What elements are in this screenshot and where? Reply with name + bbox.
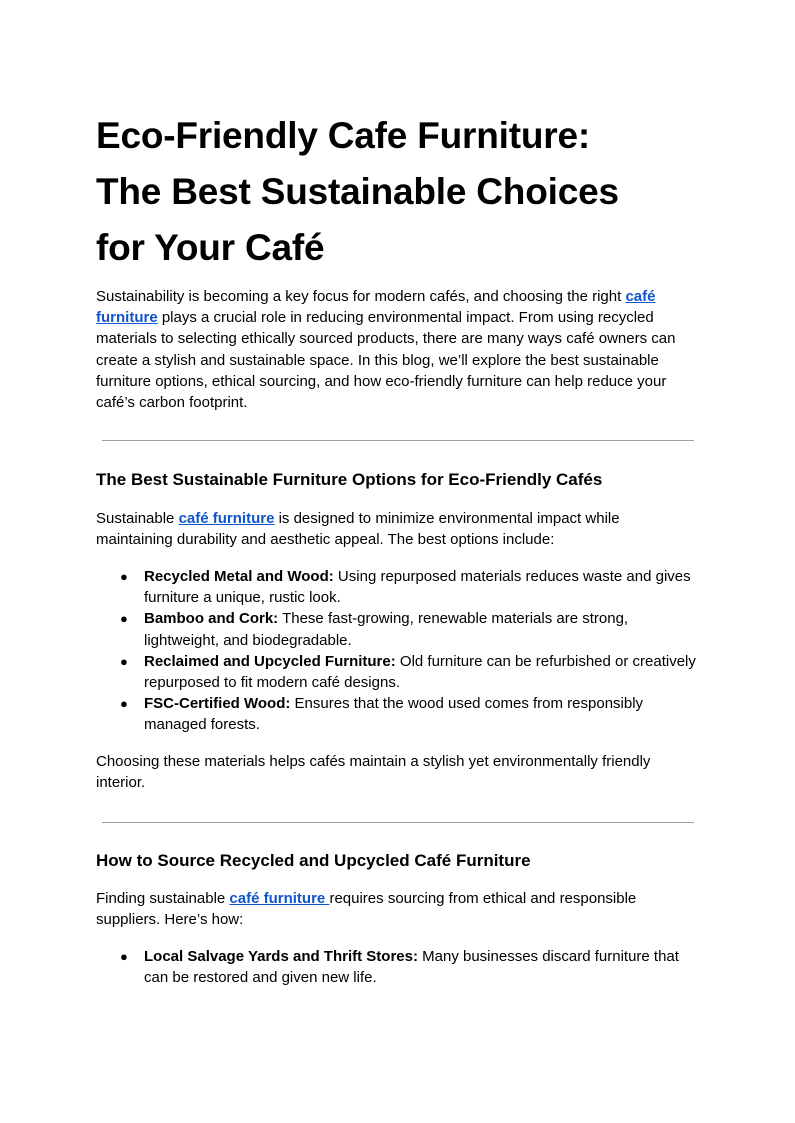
title-line-2: The Best Sustainable Choices [96,171,619,212]
section1-text-before: Sustainable [96,510,179,527]
divider-1 [102,440,694,441]
intro-text-after: plays a crucial role in reducing environmental impact. From using recycled materials to selecting ethically sourced products, there are many ways café owners can create a stylish and sustainable space. In this blog, we’ll explore the best sustainable furniture options, ethical sourcing, and how eco-friendly furniture can help reduce your café’s carbon footprint. [96,309,676,412]
list-item-lead: Recycled Metal and Wood: [144,568,334,585]
section1-closing-paragraph: Choosing these materials helps cafés maintain a stylish yet environmentally friendly interior. [96,753,651,792]
list-item-text: These fast-growing, renewable materials are strong, lightweight, and biodegradable. [144,610,629,649]
list-item-text: Ensures that the wood used comes from responsibly managed forests. [144,695,644,734]
intro-text-before: Sustainability is becoming a key focus for modern cafés, and choosing the right [96,288,626,305]
divider-2 [102,822,694,823]
cafe-furniture-link[interactable]: café furniture [229,890,330,907]
bullet-icon: ● [120,653,128,669]
list-item-lead: Bamboo and Cork: [144,610,279,628]
sustainable-options-list [96,566,696,736]
section-heading-sourcing: How to Source Recycled and Upcycled Café Furniture [96,851,531,870]
bullet-icon: ● [120,696,128,712]
bullet-icon: ● [120,569,128,584]
sourcing-list [96,946,696,988]
section1-intro-paragraph [96,508,696,550]
section2-text-before: Finding sustainable [96,890,230,907]
list-item-lead: FSC-Certified Wood: [144,695,291,713]
list-item-text: Many businesses discard furniture that can be restored and given new life. [144,948,679,987]
section2-text-after: requires sourcing from ethical and responsible suppliers. Here’s how: [96,890,637,929]
list-item [96,651,696,693]
title-line-3: for Your Café [96,227,325,268]
list-item-text: Old furniture can be refurbished or creatively repurposed to fit modern café designs. [144,652,696,692]
list-item [96,693,696,735]
section-heading-sustainable-options: The Best Sustainable Furniture Options for Eco-Friendly Cafés [96,470,603,489]
list-item-text: Using repurposed materials reduces waste and gives furniture a unique, rustic look. [144,568,691,607]
section2-intro-paragraph [96,888,696,930]
page-title [96,108,696,276]
section1-text-after: is designed to minimize environmental impact while maintaining durability and aesthetic appeal. The best options include: [96,510,620,549]
title-line-1: Eco-Friendly Cafe Furniture: [96,115,590,156]
list-item-lead: Reclaimed and Upcycled Furniture: [144,652,396,670]
list-item [96,608,696,650]
cafe-furniture-link[interactable]: café furniture [178,510,275,527]
list-item [96,566,696,608]
cafe-furniture-link[interactable]: café furniture [96,288,656,327]
list-item [96,946,696,988]
bullet-icon: ● [120,611,128,627]
intro-paragraph [96,286,696,413]
bullet-icon: ● [120,949,128,964]
list-item-lead: Local Salvage Yards and Thrift Stores: [144,948,418,965]
